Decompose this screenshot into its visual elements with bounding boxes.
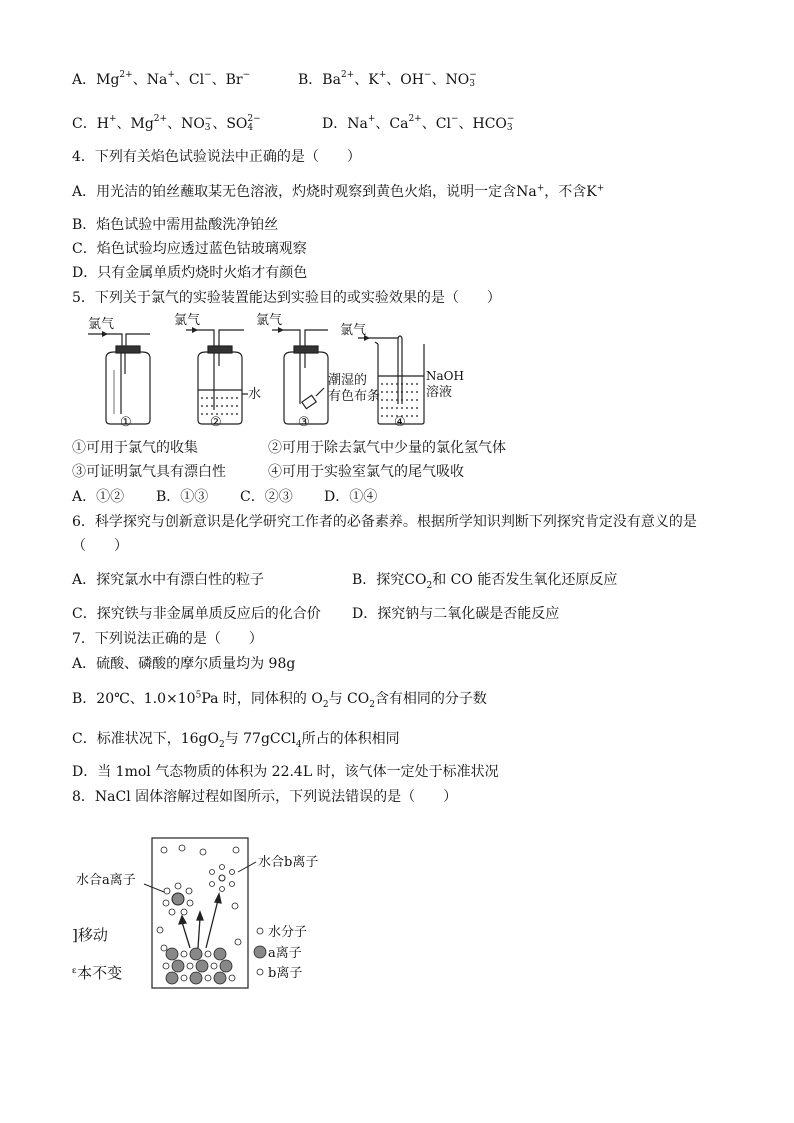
q4-option-c: C．焰色试验均应透过蓝色钴玻璃观察 <box>72 241 307 257</box>
gas-label-1: 氯气 <box>88 317 115 332</box>
naoh-label: NaOH <box>426 369 464 383</box>
q7-stem: 7．下列说法正确的是（ ） <box>72 631 263 647</box>
ion-list: H + 、Mg 2+ 、NO − 3 、SO 2− 4 <box>96 114 261 133</box>
apparatus-num-2: ② <box>210 415 222 430</box>
q5-option-d: D．①④ <box>324 489 378 505</box>
q7-option-b: B．20℃、$1.0\times 10^5Pa$ 时，同体积的 $O_2$与 $CO_2$含有相同的分子数 <box>72 690 487 710</box>
q6-option-a: A．探究氯水中有漂白性的粒子 <box>72 572 265 588</box>
q6-option-b: B．探究$CO_2$和 CO 能否发生氧化还原反应 <box>352 572 618 591</box>
q5-statement-1: ①可用于氯气的收集 <box>72 440 198 456</box>
q3-option-c: C．H + 、Mg 2+ 、NO − 3 、SO 2− 4 <box>72 114 261 133</box>
hydrated-b-label: 水合b离子 <box>258 855 319 870</box>
gas-label-3: 氯气 <box>256 313 283 328</box>
q6-stem: 6．科学探究与创新意识是化学研究工作者的必备素养。根据所学知识判断下列探究肯定没有意义的是 <box>72 514 697 530</box>
legend-b-ion: b离子 <box>268 966 303 981</box>
ion: Cl − <box>435 114 459 132</box>
q5-stem: 5．下列关于氯气的实验装置能达到实验目的或实验效果的是（ ） <box>72 290 501 306</box>
water-label: 水 <box>248 387 262 402</box>
q5-option-c: C．②③ <box>240 489 293 505</box>
apparatus-num-3: ③ <box>298 415 310 430</box>
cut-text-1: ]移动 <box>72 926 108 944</box>
q8-stem: 8．NaCl 固体溶解过程如图所示，下列说法错误的是（ ） <box>72 789 458 805</box>
chlorine-apparatus-figure <box>88 313 464 430</box>
q5-option-b: B．①③ <box>156 489 209 505</box>
ion-list: Ba 2+ 、K + 、OH − 、NO − 3 <box>322 70 477 89</box>
q4-option-a: A．用光洁的铂丝蘸取某无色溶液，灼烧时观察到黄色火焰，说明一定含Na+，不含K+ <box>72 183 605 200</box>
q7-option-c: C．标准状况下，$16gO_2$与 77gCCl$_4$所占的体积相同 <box>72 731 400 750</box>
ion-list: Na + 、Ca 2+ 、Cl − 、HCO − 3 <box>347 114 515 133</box>
legend-water: 水分子 <box>268 925 308 940</box>
cloth-label-2: 有色布条 <box>328 389 381 404</box>
q5-statement-3: ③可证明氯气具有漂白性 <box>72 464 226 480</box>
q5-statement-2: ②可用于除去氯气中少量的氯化氢气体 <box>268 440 506 456</box>
ion: Mg 2+ <box>130 114 168 132</box>
q5-option-a: A．①② <box>72 489 125 505</box>
q6-paren: （ ） <box>72 538 128 554</box>
cut-text-2: ᵋ本不变 <box>72 964 123 982</box>
hydrated-a-label: 水合a离子 <box>76 873 136 888</box>
ion: Na + <box>146 70 175 88</box>
q7-option-a: A．硫酸、磷酸的摩尔质量均为 98g <box>72 656 296 672</box>
apparatus-num-4: ④ <box>394 415 406 430</box>
cloth-label-1: 潮湿的 <box>328 373 368 388</box>
q6-option-d: D．探究钠与二氧化碳是否能反应 <box>352 606 560 622</box>
ion: OH − <box>400 70 432 88</box>
ion: Na + <box>347 114 376 132</box>
q7-option-d: D．当 1mol 气态物质的体积为 22.4L 时，该气体一定处于标准状况 <box>72 764 499 780</box>
ion: NO − 3 <box>445 70 477 89</box>
ion: SO 2− 4 <box>226 114 261 133</box>
q3-option-d: D．Na + 、Ca 2+ 、Cl − 、HCO − 3 <box>322 114 515 133</box>
apparatus-num-1: ① <box>120 415 132 430</box>
ion: Ca 2+ <box>389 114 422 132</box>
ion: H + <box>96 114 117 132</box>
q5-statement-4: ④可用于实验室氯气的尾气吸收 <box>268 464 464 480</box>
q4-option-d: D．只有金属单质灼烧时火焰才有颜色 <box>72 265 308 281</box>
legend-a-ion: a离子 <box>268 946 302 961</box>
q4-stem: 4．下列有关焰色试验说法中正确的是（ ） <box>72 149 361 165</box>
ion: HCO − 3 <box>472 114 515 133</box>
solution-label: 溶液 <box>426 385 453 400</box>
gas-label-4: 氯气 <box>340 323 367 338</box>
ion: K + <box>368 70 387 88</box>
ion: Cl − <box>188 70 212 88</box>
ion: Mg 2+ <box>96 70 133 88</box>
q3-option-a: A．Mg 2+ 、Na + 、Cl − 、Br − <box>72 70 251 88</box>
ion: NO − 3 <box>181 114 213 133</box>
ion: Br − <box>225 70 251 88</box>
ion-list: Mg 2+ 、Na + 、Cl − 、Br − <box>96 70 251 88</box>
q3-option-b: B．Ba 2+ 、K + 、OH − 、NO − 3 <box>298 70 477 89</box>
gas-label-2: 氯气 <box>174 313 201 328</box>
ion: Ba 2+ <box>322 70 355 88</box>
q6-option-c: C．探究铁与非金属单质反应后的化合价 <box>72 606 321 622</box>
q4-option-b: B．焰色试验中需用盐酸洗净铂丝 <box>72 217 279 233</box>
